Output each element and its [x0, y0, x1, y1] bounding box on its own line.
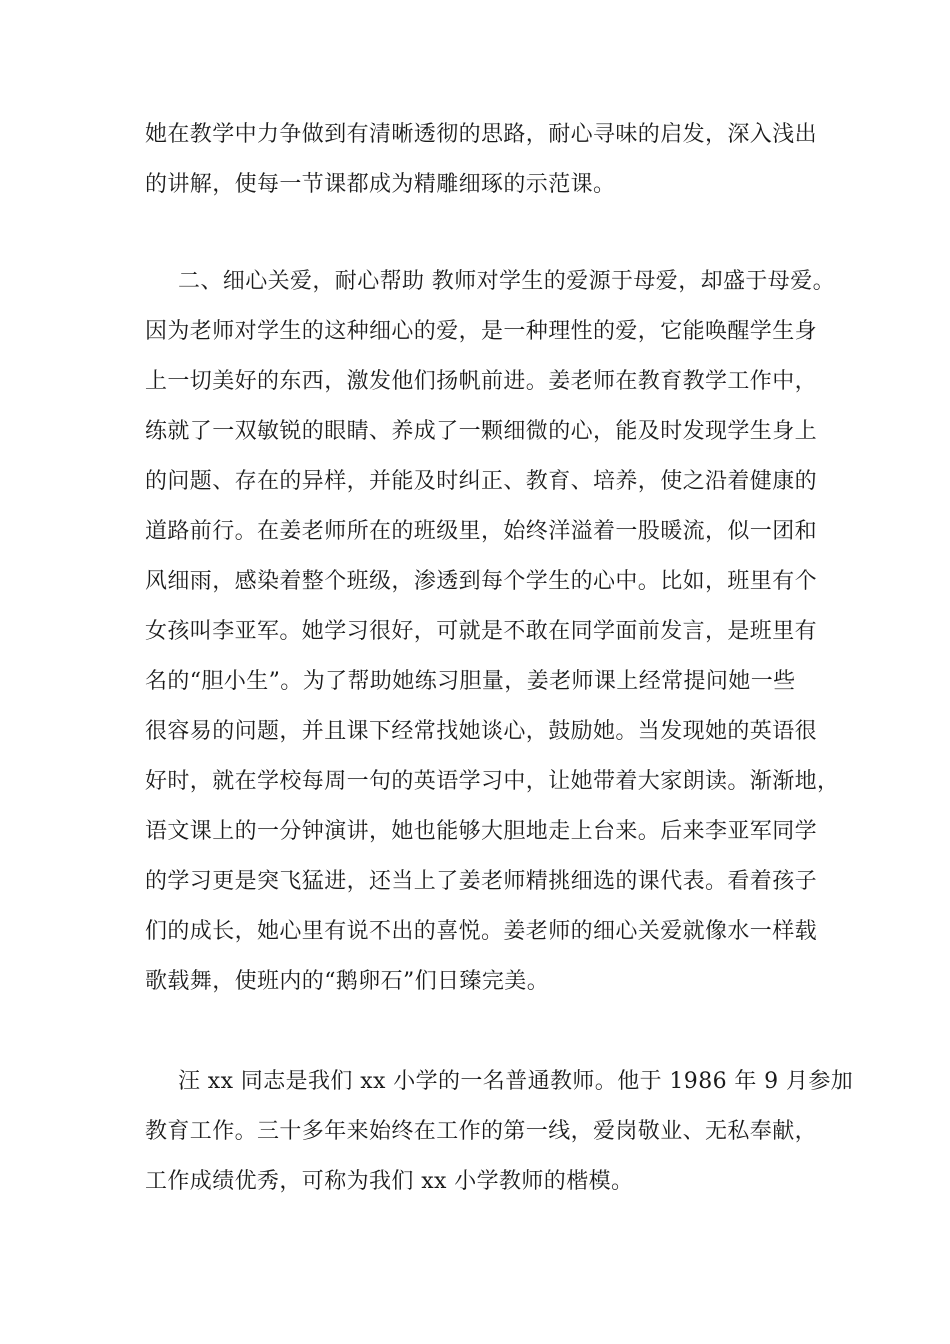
text-line: 很容易的问题，并且课下经常找她谈心，鼓励她。当发现她的英语很 — [145, 719, 818, 744]
text-line: 的学习更是突飞猛进，还当上了姜老师精挑细选的课代表。看着孩子 — [145, 869, 818, 894]
paragraph-teaching-approach — [145, 110, 818, 210]
text-line: 的讲解，使每一节课都成为精雕细琢的示范课。 — [145, 172, 616, 197]
paragraph-care-and-help — [145, 257, 840, 1007]
text-line: 教育工作。三十多年来始终在工作的第一线，爱岗敬业、无私奉献， — [145, 1119, 818, 1144]
text-line: 风细雨，感染着整个班级，渗透到每个学生的心中。比如，班里有个 — [145, 569, 818, 594]
text-line: 上一切美好的东西，激发他们扬帆前进。姜老师在教育教学工作中， — [145, 369, 818, 394]
text-line: 汪 xx 同志是我们 xx 小学的一名普通教师。他于 1986 年 9 月参加 — [178, 1069, 854, 1094]
text-line: 歌载舞，使班内的“鹅卵石”们日臻完美。 — [145, 969, 550, 994]
text-line: 们的成长，她心里有说不出的喜悦。姜老师的细心关爱就像水一样载 — [145, 919, 818, 944]
text-line: 工作成绩优秀，可称为我们 xx 小学教师的楷模。 — [145, 1169, 634, 1194]
text-line: 道路前行。在姜老师所在的班级里，始终洋溢着一股暖流，似一团和 — [145, 519, 818, 544]
text-line: 的问题、存在的异样，并能及时纠正、教育、培养，使之沿着健康的 — [145, 469, 818, 494]
text-line: 名的“胆小生”。为了帮助她练习胆量，姜老师课上经常提问她一些 — [145, 669, 796, 694]
text-line: 好时，就在学校每周一句的英语学习中，让她带着大家朗读。渐渐地， — [145, 769, 840, 794]
text-line: 她在教学中力争做到有清晰透彻的思路，耐心寻味的启发，深入浅出 — [145, 122, 818, 147]
paragraph-wang-profile — [145, 1057, 854, 1207]
text-line: 语文课上的一分钟演讲，她也能够大胆地走上台来。后来李亚军同学 — [145, 819, 818, 844]
text-line: 女孩叫李亚军。她学习很好，可就是不敢在同学面前发言，是班里有 — [145, 619, 818, 644]
text-line: 二、细心关爱，耐心帮助 教师对学生的爱源于母爱，却盛于母爱。 — [178, 269, 835, 294]
text-line: 因为老师对学生的这种细心的爱，是一种理性的爱，它能唤醒学生身 — [145, 319, 818, 344]
text-line: 练就了一双敏锐的眼睛、养成了一颗细微的心，能及时发现学生身上 — [145, 419, 818, 444]
